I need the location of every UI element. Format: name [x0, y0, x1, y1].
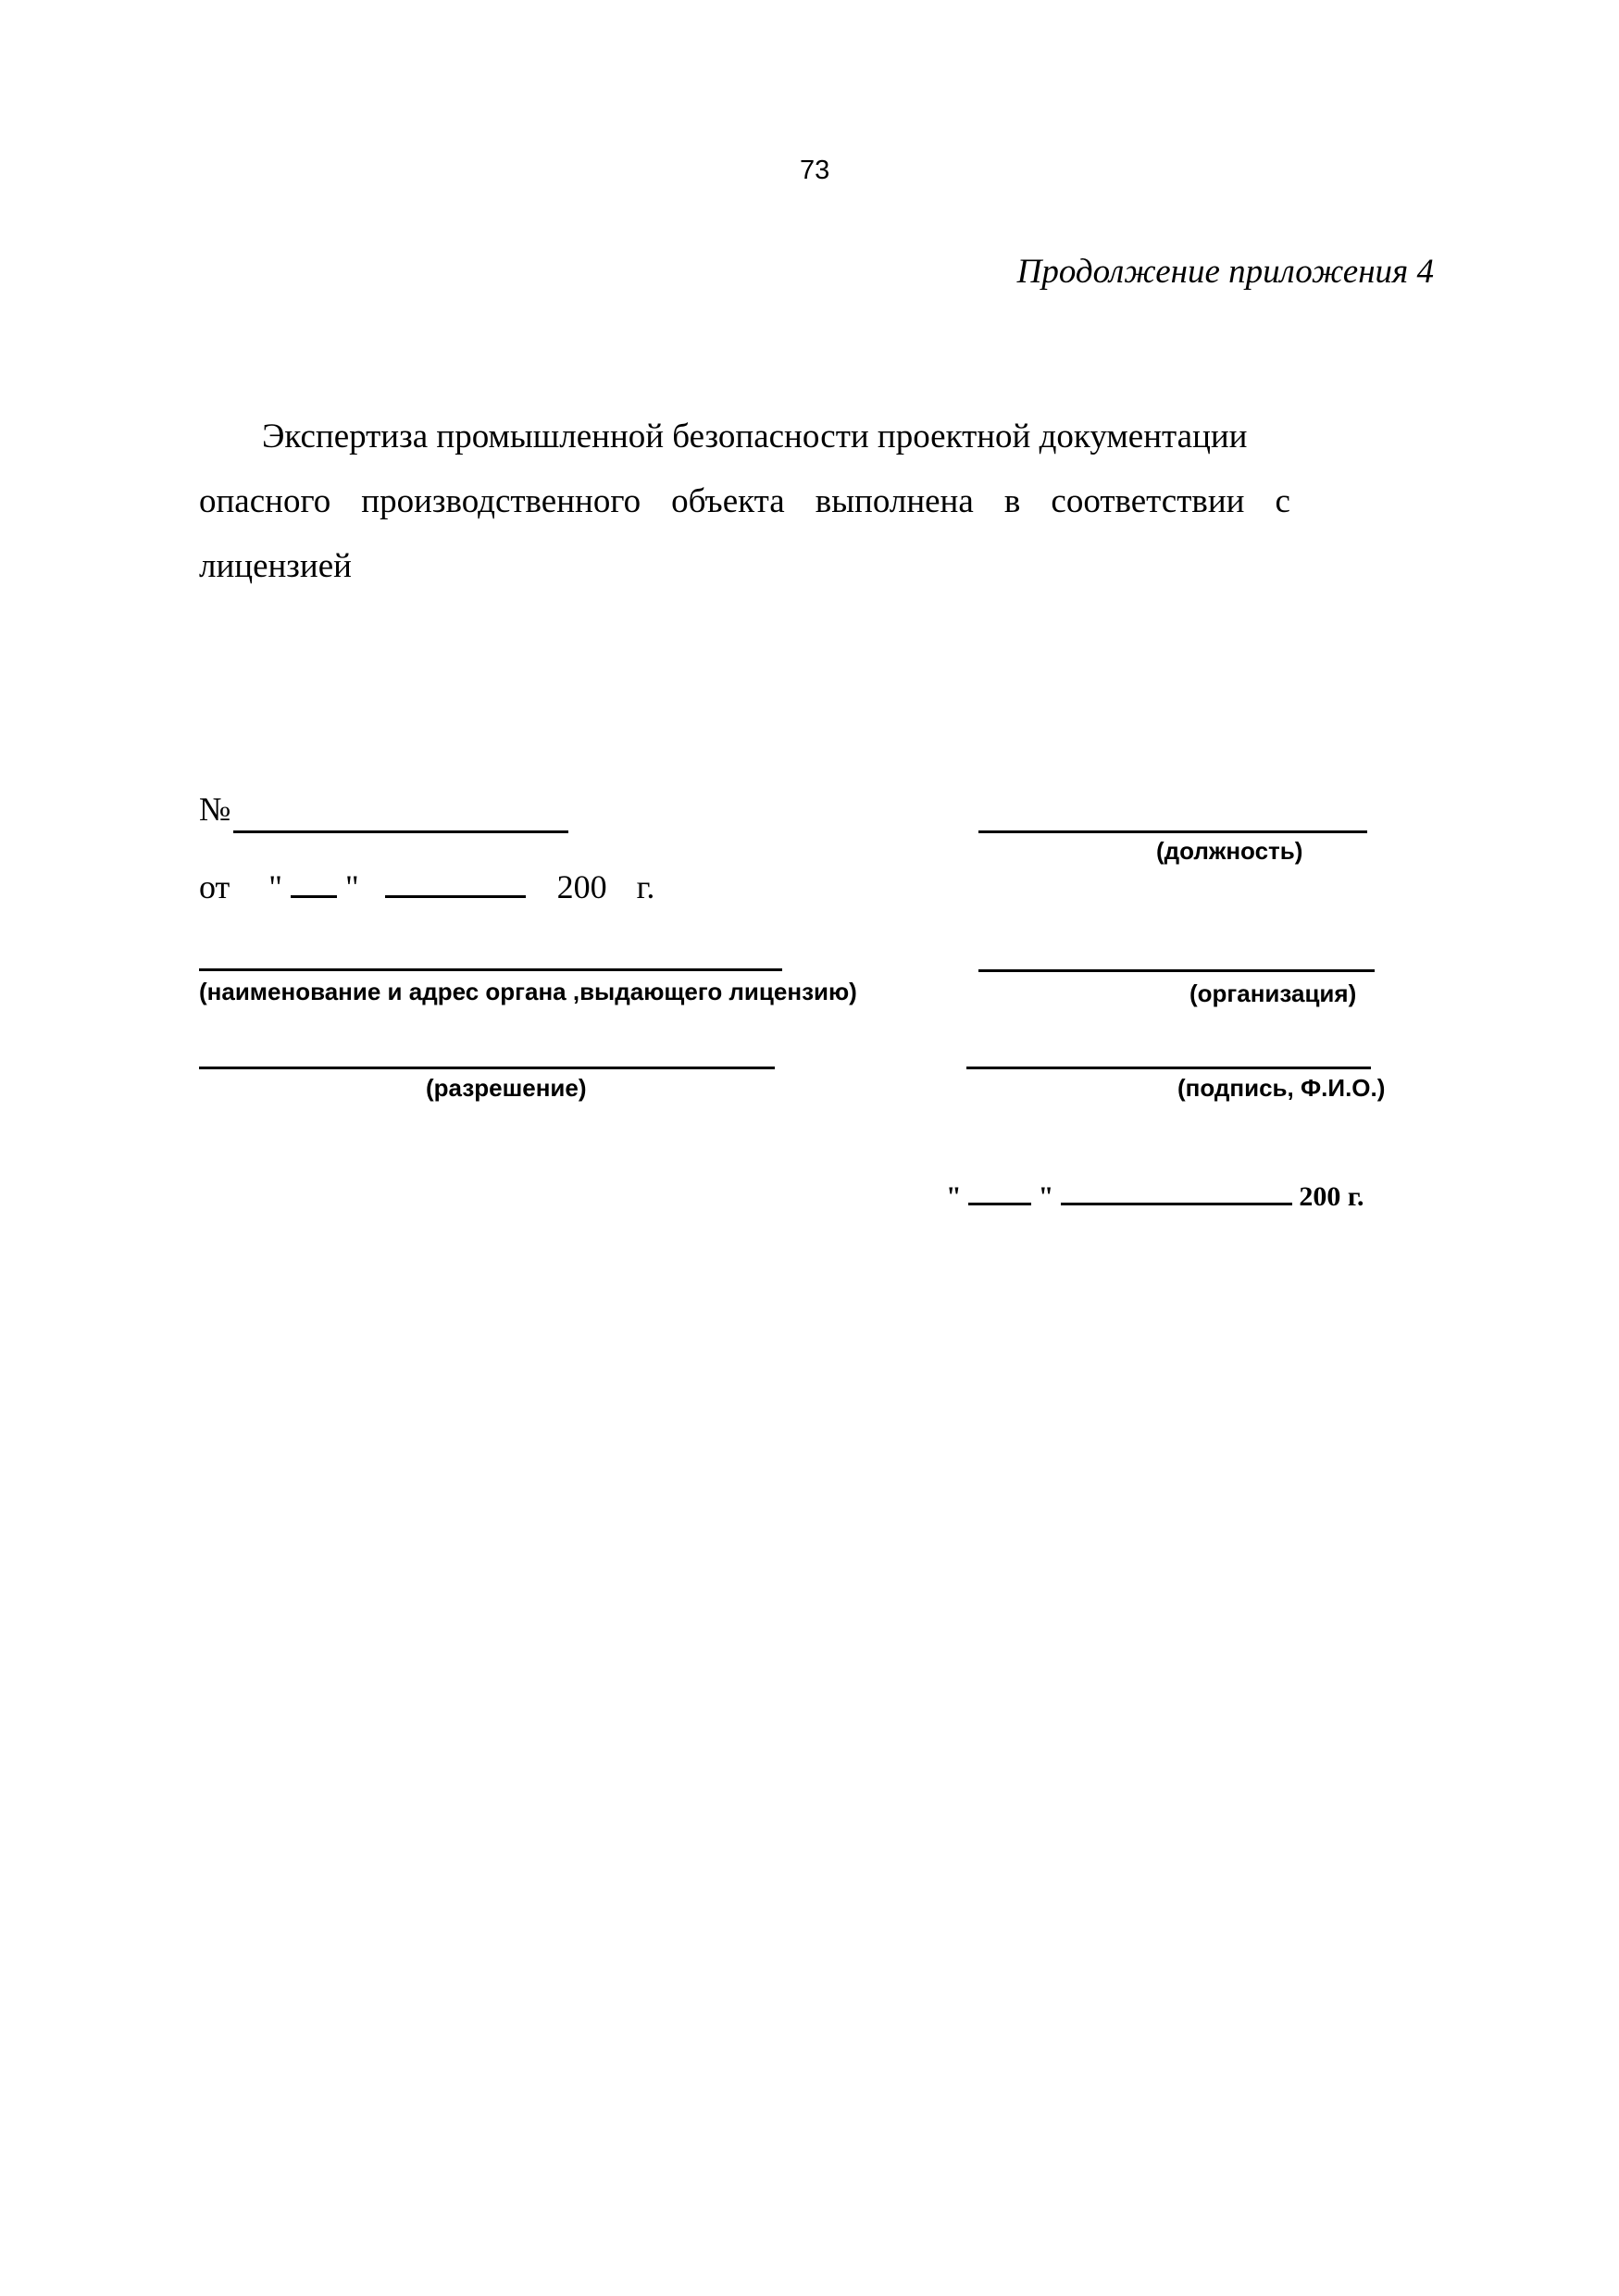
- authority-caption: (наименование и адрес органа ,выдающего лицензию): [199, 978, 857, 1005]
- license-number-label: №: [199, 791, 231, 828]
- position-caption: (должность): [1156, 837, 1303, 865]
- statement-word: с: [1275, 482, 1290, 520]
- quote-open: ": [268, 868, 282, 905]
- statement-word: опасного: [199, 482, 331, 520]
- license-day-field[interactable]: [291, 869, 337, 898]
- signature-month-field[interactable]: [1061, 1180, 1292, 1205]
- signature-day-field[interactable]: [968, 1180, 1031, 1205]
- statement-line-2: [199, 481, 1290, 521]
- quote-open: ": [946, 1181, 962, 1212]
- appendix-note: Продолжение приложения 4: [1016, 253, 1434, 291]
- statement-word: объекта: [671, 482, 785, 520]
- authority-field[interactable]: [199, 968, 782, 971]
- statement-word: в: [1003, 482, 1021, 520]
- statement-line-1: Экспертиза промышленной безопасности проектной документации: [262, 418, 1248, 455]
- page-number: 73: [800, 156, 830, 185]
- quote-close: ": [1038, 1181, 1054, 1212]
- license-number-field[interactable]: [233, 830, 568, 833]
- from-label: от: [199, 868, 230, 905]
- signature-year: 200 г.: [1299, 1181, 1364, 1212]
- quote-close: ": [344, 868, 359, 905]
- statement-word: соответствии: [1051, 482, 1245, 520]
- statement-line-3: лицензией: [199, 547, 352, 585]
- license-date-row: [199, 867, 654, 906]
- statement-word: выполнена: [815, 482, 974, 520]
- signature-caption: (подпись, Ф.И.О.): [1177, 1074, 1386, 1102]
- signature-field[interactable]: [966, 1067, 1371, 1069]
- statement-word: производственного: [361, 482, 641, 520]
- license-year: 200: [556, 868, 607, 905]
- organization-field[interactable]: [978, 969, 1375, 972]
- permission-field[interactable]: [199, 1067, 775, 1069]
- permission-caption: (разрешение): [426, 1074, 587, 1102]
- position-field[interactable]: [978, 830, 1367, 833]
- license-year-suffix: г.: [636, 868, 655, 905]
- license-month-field[interactable]: [385, 869, 526, 898]
- organization-caption: (организация): [1189, 980, 1357, 1007]
- signature-date-row: [946, 1180, 1364, 1213]
